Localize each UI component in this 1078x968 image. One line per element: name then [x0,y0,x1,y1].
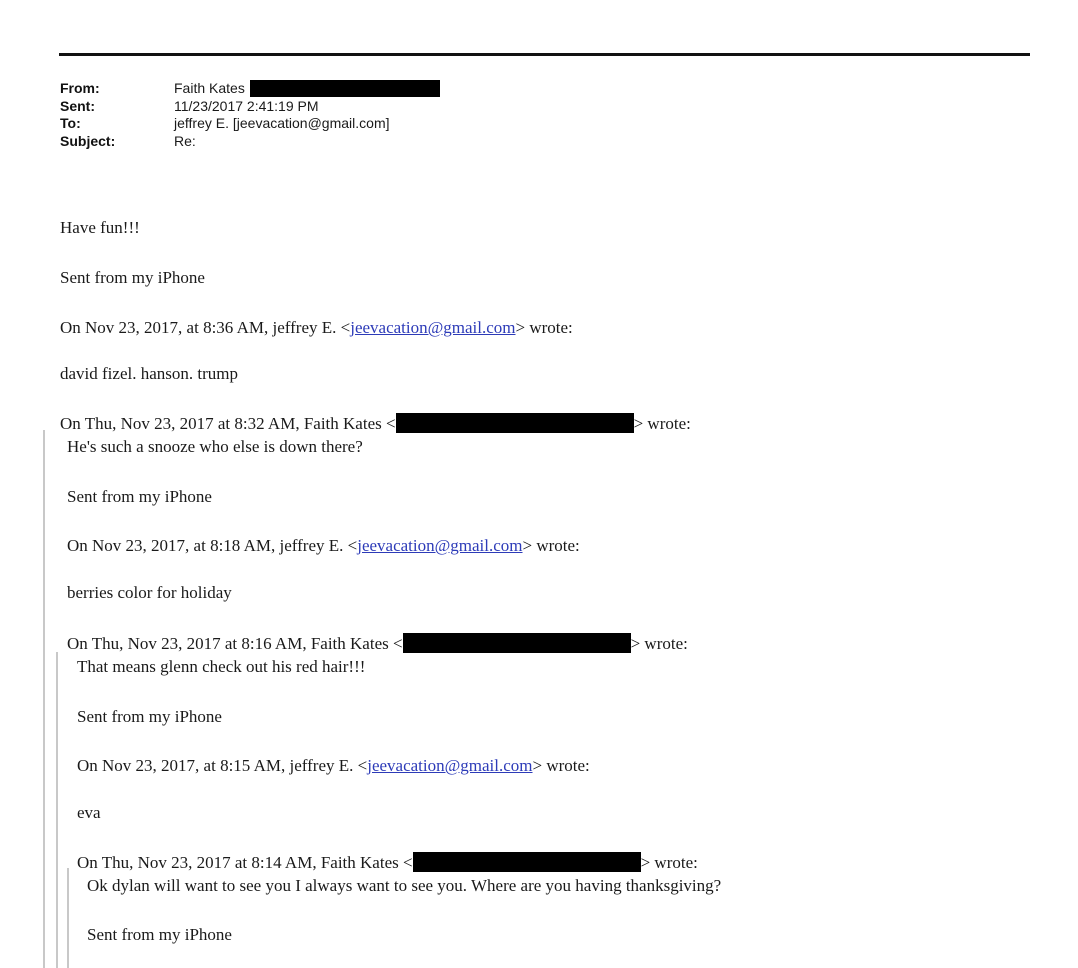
from-row [60,80,440,98]
subject-value: Re: [174,132,196,149]
redaction-bar [413,852,641,872]
attribution-prefix: On Nov 23, 2017, at 8:15 AM, jeffrey E. < [77,756,368,775]
message-text: He's such a snooze who else is down there? [67,437,363,456]
quote-attribution [60,413,691,434]
to-label: To: [60,115,81,131]
attribution-suffix: > wrote: [522,536,580,555]
quote-bar-level3 [67,868,69,968]
sent-label: Sent: [60,97,95,114]
from-value: Faith Kates [174,80,245,96]
attribution-suffix: > wrote: [640,853,698,872]
quote-bar-level2 [56,652,58,968]
to-row [60,115,440,133]
attribution-prefix: On Thu, Nov 23, 2017 at 8:32 AM, Faith Kates < [60,414,396,433]
attribution-prefix: On Thu, Nov 23, 2017 at 8:14 AM, Faith Kates < [77,853,413,872]
signature-text: Sent from my iPhone [60,268,205,287]
greeting-text: Have fun!!! [60,218,140,237]
attribution-prefix: On Thu, Nov 23, 2017 at 8:16 AM, Faith Kates < [67,634,403,653]
message-text: david fizel. hanson. trump [60,364,238,383]
attribution-suffix: > wrote: [630,634,688,653]
quote-bar-level1 [43,430,45,968]
redaction-bar [396,413,634,433]
message-text: eva [77,803,101,822]
signature-text: Sent from my iPhone [67,487,212,506]
message-text: berries color for holiday [67,583,232,602]
email-link[interactable]: jeevacation@gmail.com [350,318,516,337]
attribution-suffix: > wrote: [633,414,691,433]
from-label: From: [60,80,100,96]
signature-text: Sent from my iPhone [77,707,222,726]
email-link[interactable]: jeevacation@gmail.com [357,536,523,555]
subject-row [60,133,440,151]
email-header [60,80,440,150]
attribution-prefix: On Nov 23, 2017, at 8:18 AM, jeffrey E. < [67,536,358,555]
redaction-bar [403,633,631,653]
redaction-bar [250,80,440,97]
header-divider [59,53,1030,56]
email-link[interactable]: jeevacation@gmail.com [367,756,533,775]
message-text: Ok dylan will want to see you I always want to see you. Where are you having thanksgiving? [87,876,722,895]
attribution-suffix: > wrote: [532,756,590,775]
quote-attribution [77,852,698,873]
quote-attribution [77,756,590,776]
quote-attribution [67,633,688,654]
sent-value: 11/23/2017 2:41:19 PM [174,97,319,114]
subject-label: Subject: [60,132,116,149]
message-text: That means glenn check out his red hair!!! [77,657,366,676]
attribution-suffix: > wrote: [515,318,573,337]
quote-attribution [67,536,580,556]
attribution-prefix: On Nov 23, 2017, at 8:36 AM, jeffrey E. < [60,318,351,337]
to-value: jeffrey E. [jeevacation@gmail.com] [174,115,390,131]
sent-row [60,98,440,116]
signature-text: Sent from my iPhone [87,925,232,944]
quote-attribution [60,318,573,338]
